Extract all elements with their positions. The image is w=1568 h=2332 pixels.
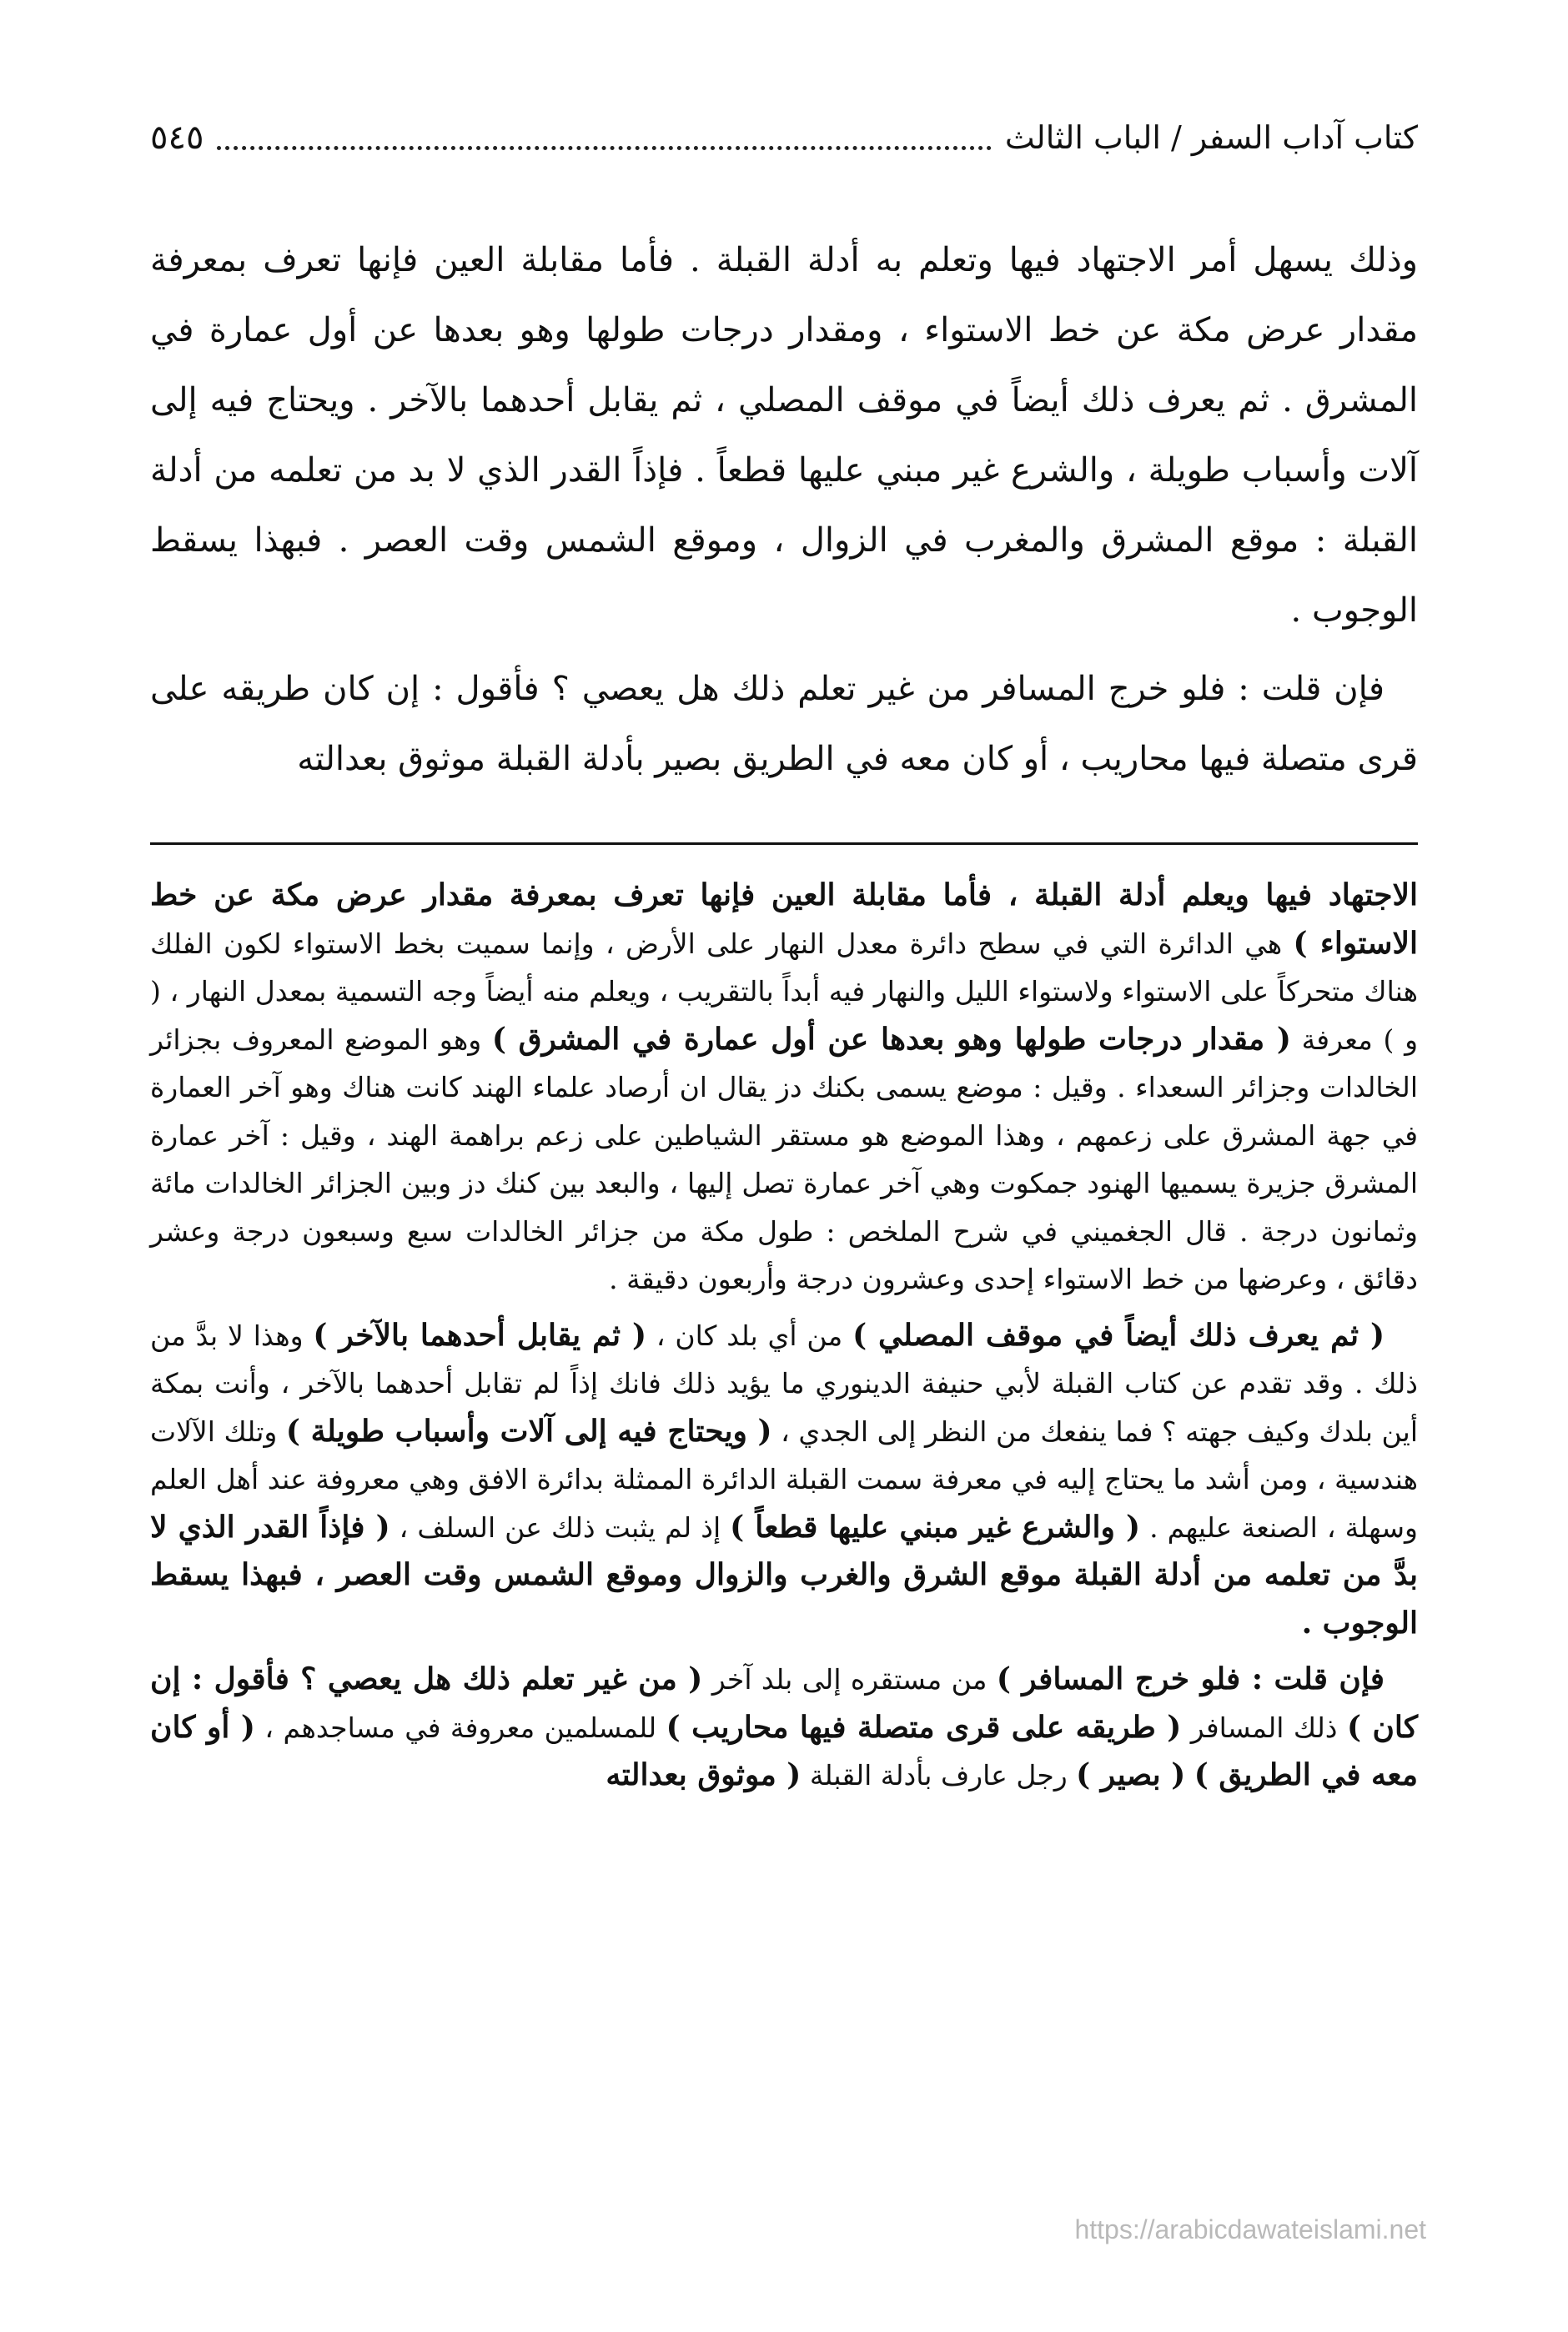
header-title: كتاب آداب السفر / الباب الثالث (1004, 119, 1418, 156)
main-paragraph-2: فإن قلت : فلو خرج المسافر من غير تعلم ذلك هل يعصي ؟ فأقول : إن كان طريقه على قرى متصلة فيها محاريب ، أو كان معه في الطريق بصير بأدلة القبلة موثوق بعدالته (150, 670, 1418, 778)
page-number: ٥٤٥ (150, 118, 204, 157)
explanation-text: من أي بلد كان ، (646, 1319, 853, 1352)
section-divider (150, 842, 1418, 845)
commentary (150, 872, 1418, 1800)
header-dotted-leader (217, 126, 991, 150)
quoted-text: ( مقدار درجات طولها وهو بعدها عن أول عمارة في المشرق ) (491, 1021, 1291, 1057)
quoted-text: ( والشرع غير مبني عليها قطعاً ) (730, 1509, 1141, 1545)
explanation-text: وهو الموضع المعروف بجزائر الخالدات وجزائر السعداء . وقيل : موضع يسمى بكنك دز يقال ان أرصاد علماء الهند كانت هناك وهو آخر العمارة في جهة المشرق على زعمهم ، وهذا الموضع هو مستقر الشياطين على زعم براهمة الهند ، وقيل : آخر عمارة المشرق جزيرة يسميها الهنود جمكوت وهي آخر عمارة تصل إليها ، والبعد بين كنك دز وبين الجزائر الخالدات مائة وثمانون درجة . قال الجغميني في شرح الملخص : طول مكة من جزائر الخالدات سبع وسبعون درجة وعشر دقائق ، وعرضها من خط الاستواء إحدى وعشرون درجة وأربعون دقيقة . (150, 1023, 1418, 1295)
main-paragraph-1: وذلك يسهل أمر الاجتهاد فيها وتعلم به أدلة القبلة . فأما مقابلة العين فإنها تعرف بمعرفة مقدار عرض مكة عن خط الاستواء ، ومقدار درجات طولها وهو بعدها عن أول عمارة في المشرق . ثم يعرف ذلك أيضاً في موقف المصلي ، ثم يقابل أحدهما بالآخر . ويحتاج فيه إلى آلات وأسباب طويلة ، والشرع غير مبني عليها قطعاً . فإذاً القدر الذي لا بد من تعلمه من أدلة القبلة : موقع المشرق والمغرب في الزوال ، وموقع الشمس وقت العصر . فبهذا يسقط الوجوب . (150, 241, 1418, 630)
explanation-text: رجل عارف بأدلة القبلة (801, 1759, 1077, 1792)
explanation-text: هي الدائرة التي في سطح دائرة معدل النهار على الأرض ، وإنما سميت بخط الاستواء لكون الفلك هناك متحركاً على الاستواء ولاستواء الليل والنهار فيه أبداً بالتقريب ، ويعلم منه أيضاً وجه التسمية بمعدل النهار ، ( و ) معرفة (150, 927, 1418, 1056)
commentary-paragraph-3 (150, 1656, 1418, 1800)
explanation-text: للمسلمين معروفة في مساجدهم ، (254, 1711, 666, 1744)
watermark-url: https://arabicdawateislami.net (1074, 2214, 1426, 2244)
quoted-text: فإن قلت : فلو خرج المسافر ) (996, 1661, 1385, 1696)
explanation-text: وتلك الآلات هندسية ، ومن أشد ما يحتاج إليه في معرفة سمت القبلة الدائرة الممثلة بدائرة الافق وهي معروفة عند أهل العلم وسهلة ، الصنعة عليهم . (150, 1415, 1418, 1544)
commentary-paragraph-2 (150, 1312, 1418, 1648)
quoted-text: ( موثوق بعدالته (606, 1757, 802, 1792)
main-text (150, 225, 1418, 794)
quoted-text: ( من غير تعلم ذلك هل يعصي ؟ فأقول : إن كان ) (150, 1661, 1419, 1745)
quoted-text: ( طريقه على قرى متصلة فيها محاريب ) (666, 1709, 1182, 1745)
quoted-text: ( ويحتاج فيه إلى آلات وأسباب طويلة ) (285, 1413, 772, 1449)
quoted-text: ( أو كان معه في الطريق ) (150, 1709, 1418, 1792)
explanation-text: وهذا لا بدَّ من ذلك . وقد تقدم عن كتاب القبلة لأبي حنيفة الدينوري ما يؤيد ذلك فانك إذاً لم تقابل أحدهما بالآخر ، وأنت بمكة أين بلدك وكيف جهته ؟ فما ينفعك من النظر إلى الجدي ، (150, 1319, 1419, 1448)
commentary-paragraph-1 (150, 872, 1418, 1304)
quoted-text: ( ثم يعرف ذلك أيضاً في موقف المصلي ) (852, 1317, 1385, 1353)
quoted-text: ( ثم يقابل أحدهما بالآخر ) (313, 1317, 647, 1353)
quoted-text: ( فإذاً القدر الذي لا بدَّ من تعلمه من أدلة القبلة موقع الشرق والغرب والزوال وموقع الشمس وقت العصر ، فبهذا يسقط الوجوب . (150, 1509, 1418, 1641)
quoted-text: الاجتهاد فيها ويعلم أدلة القبلة ، فأما مقابلة العين فإنها تعرف بمعرفة مقدار عرض مكة عن خط الاستواء ) (150, 877, 1418, 961)
explanation-text: من مستقره إلى بلد آخر (702, 1663, 997, 1696)
quoted-text: ( بصير ) (1076, 1757, 1186, 1792)
running-header (150, 108, 1418, 167)
explanation-text (1185, 1759, 1194, 1792)
explanation-text: ذلك المسافر (1181, 1711, 1347, 1744)
explanation-text: إذ لم يثبت ذلك عن السلف ، (389, 1510, 731, 1544)
